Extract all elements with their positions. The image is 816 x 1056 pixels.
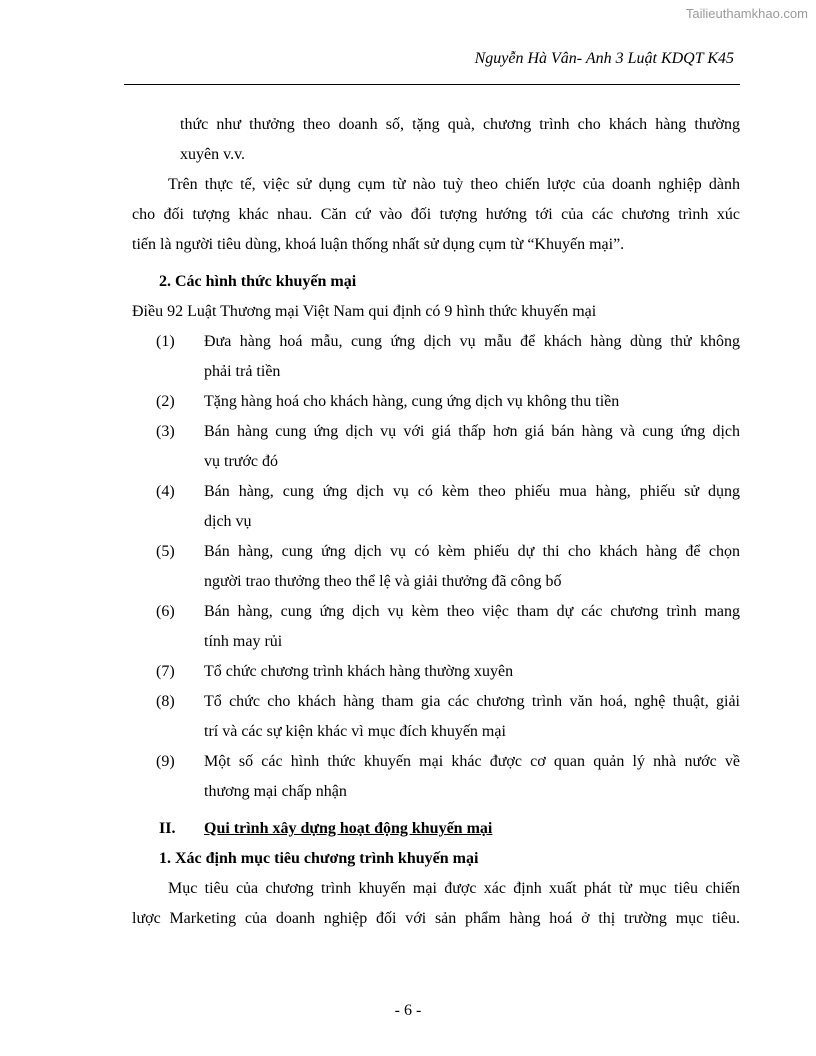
list-item-text: Bán hàng cung ứng dịch vụ với giá thấp hơn giá bán hàng và cung ứng dịch	[204, 423, 740, 440]
list-item-text: trí và các sự kiện khác vì mục đích khuyến mại	[204, 723, 506, 740]
paragraph-line: cho đối tượng khác nhau. Căn cứ vào đối tượng hướng tới của các chương trình xúc	[132, 206, 740, 223]
list-item-number: (3)	[156, 423, 175, 440]
section-lead: Điều 92 Luật Thương mại Việt Nam qui định có 9 hình thức khuyến mại	[132, 303, 597, 320]
list-item-text: thương mại chấp nhận	[204, 783, 347, 800]
list-item-text: người trao thưởng theo thể lệ và giải thưởng đã công bố	[204, 573, 562, 590]
list-item-number: (2)	[156, 393, 175, 410]
list-item-text: dịch vụ	[204, 513, 252, 530]
paragraph-line: Trên thực tế, việc sử dụng cụm từ nào tuỳ theo chiến lược của doanh nghiệp dành	[168, 176, 740, 193]
list-item-number: (6)	[156, 603, 175, 620]
section-heading: 2. Các hình thức khuyến mại	[159, 273, 357, 290]
list-item-text: Một số các hình thức khuyến mại khác được cơ quan quản lý nhà nước về	[204, 753, 740, 770]
header-rule	[124, 84, 740, 85]
paragraph-line: Mục tiêu của chương trình khuyến mại được xác định xuất phát từ mục tiêu chiến	[168, 880, 740, 897]
watermark: Tailieuthamkhao.com	[685, 6, 808, 21]
intro-line-2: xuyên v.v.	[180, 146, 246, 163]
list-item-text: vụ trước đó	[204, 453, 279, 470]
list-item-text: Bán hàng, cung ứng dịch vụ có kèm theo phiếu mua hàng, phiếu sử dụng	[204, 483, 740, 500]
list-item-text: tính may rủi	[204, 633, 283, 650]
list-item-number: (4)	[156, 483, 175, 500]
list-item-text: Tổ chức chương trình khách hàng thường xuyên	[204, 663, 514, 680]
list-item-text: phải trả tiền	[204, 363, 281, 380]
list-item-text: Đưa hàng hoá mẫu, cung ứng dịch vụ mẫu để khách hàng dùng thử không	[204, 333, 740, 350]
subsection-heading: 1. Xác định mục tiêu chương trình khuyến mại	[159, 850, 479, 867]
page-header: Nguyễn Hà Vân- Anh 3 Luật KDQT K45	[474, 50, 734, 67]
list-item-number: (1)	[156, 333, 175, 350]
paragraph-line: lược Marketing của doanh nghiệp đối với sản phẩm hàng hoá ở thị trường mục tiêu.	[132, 910, 740, 927]
list-item-number: (9)	[156, 753, 175, 770]
section-title: Qui trình xây dựng hoạt động khuyến mại	[204, 820, 493, 837]
section-number: II.	[159, 820, 176, 837]
page-number: - 6 -	[394, 1002, 422, 1019]
list-item-number: (8)	[156, 693, 175, 710]
paragraph-line: tiến là người tiêu dùng, khoá luận thống nhất sử dụng cụm từ “Khuyến mại”.	[132, 236, 625, 253]
list-item-number: (7)	[156, 663, 175, 680]
list-item-number: (5)	[156, 543, 175, 560]
intro-line-1: thức như thưởng theo doanh số, tặng quà, chương trình cho khách hàng thường	[180, 116, 740, 133]
list-item-text: Bán hàng, cung ứng dịch vụ kèm theo việc tham dự các chương trình mang	[204, 603, 740, 620]
list-item-text: Tổ chức cho khách hàng tham gia các chương trình văn hoá, nghệ thuật, giải	[204, 693, 740, 710]
list-item-text: Tặng hàng hoá cho khách hàng, cung ứng dịch vụ không thu tiền	[204, 393, 620, 410]
list-item-text: Bán hàng, cung ứng dịch vụ có kèm phiếu dự thi cho khách hàng để chọn	[204, 543, 740, 560]
